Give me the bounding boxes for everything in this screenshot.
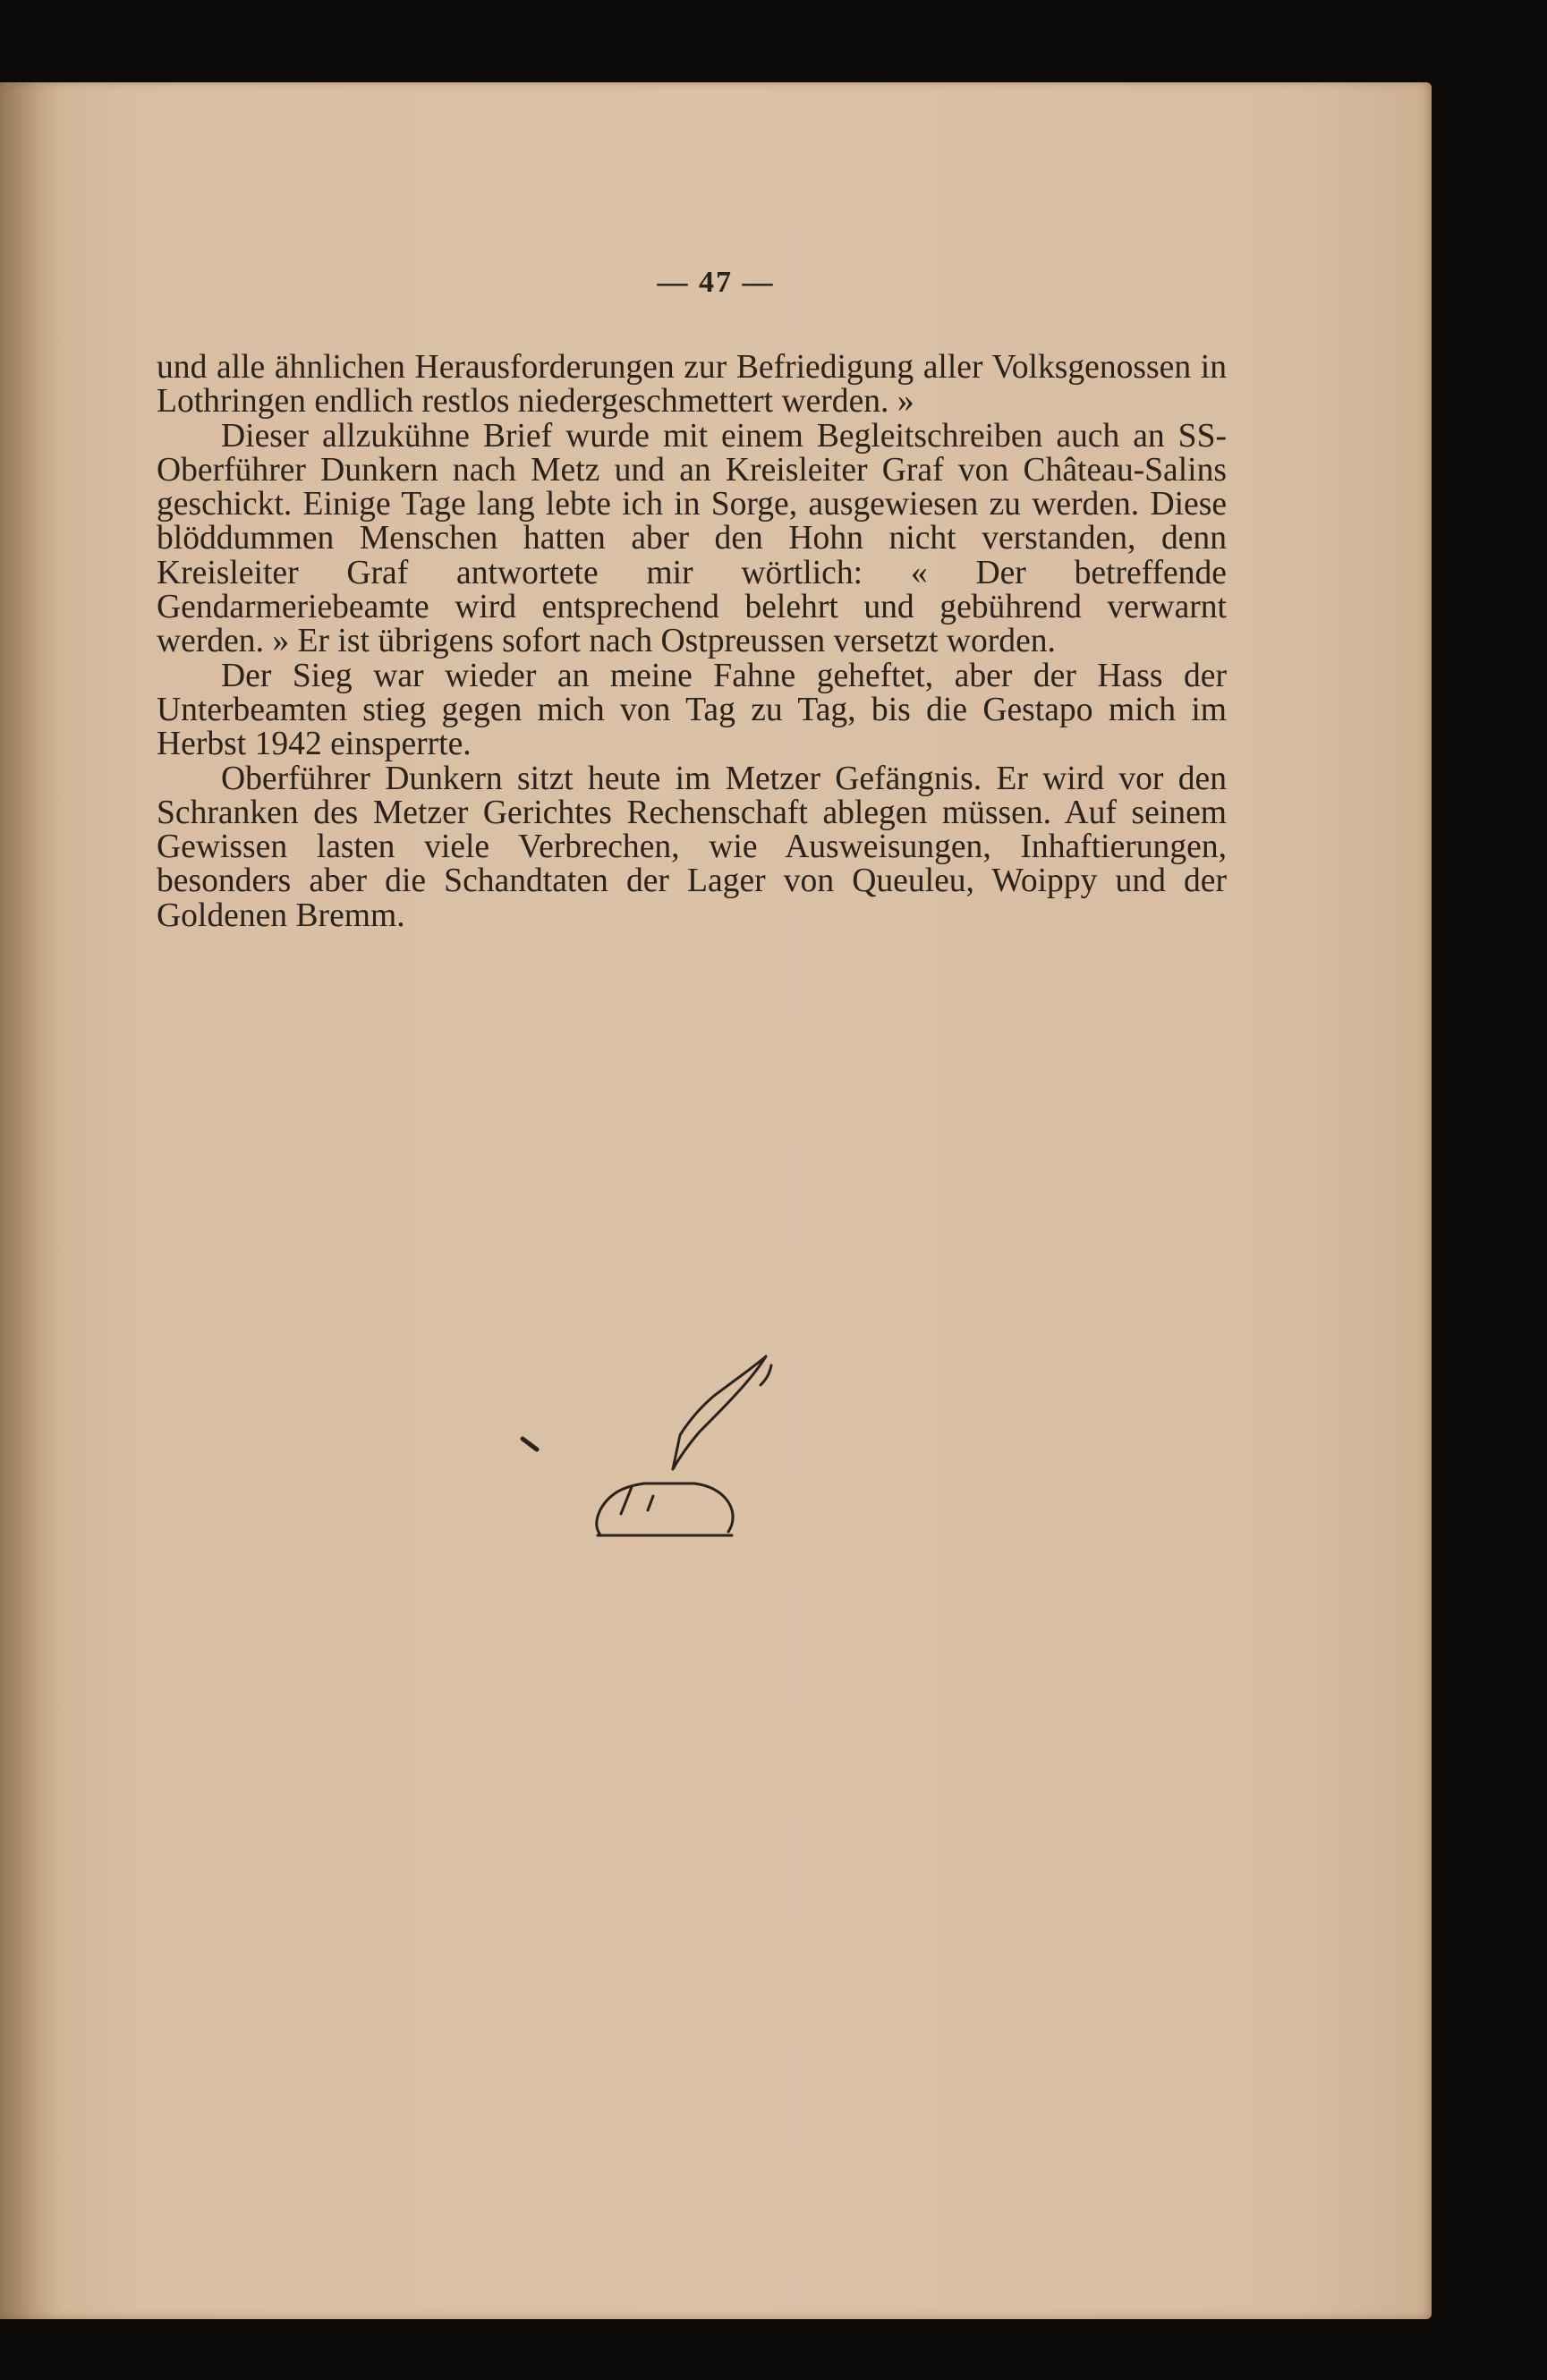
paragraph-2: Dieser allzukühne Brief wurde mit einem Begleitschreiben auch an SS-Oberführer Dunkern nach Metz und an Kreisleiter Graf von Château-Salins geschickt. Einige Tage lang lebte ich in Sorge, ausgewiesen zu werden. Diese blöddummen Menschen hatten aber den Hohn nicht verstanden, denn Kreisleiter Graf antwortete mir wörtlich: « Der betreffende Gendarmeriebeamte wird entsprechend belehrt und gebührend verwarnt werden. » Er ist übrigens sofort nach Ostpreussen versetzt worden. bbox=[157, 417, 1227, 660]
page-number: — 47 — bbox=[657, 266, 775, 299]
book-page bbox=[0, 82, 1432, 2319]
paragraph-1: und alle ähnlichen Herausforderungen zur Befriedigung aller Volksgenossen in Lothringen endlich restlos niedergeschmettert werden. » bbox=[157, 349, 1227, 421]
paragraph-4: Oberführer Dunkern sitzt heute im Metzer Gefängnis. Er wird vor den Schranken des Metzer Gerichtes Rechenschaft ablegen müssen. Auf seinem Gewissen lasten viele Verbrechen, wie Ausweisungen, Inhaftierungen, besonders aber die Schandtaten der Lager von Queuleu, Woippy und der Goldenen Bremm. bbox=[157, 760, 1227, 934]
spine-shadow bbox=[0, 82, 63, 2319]
body-text bbox=[157, 351, 1227, 933]
inkwell-with-quill-icon bbox=[510, 1335, 796, 1568]
paragraph-3: Der Sieg war wieder an meine Fahne geheftet, aber der Hass der Unterbeamten stieg gegen mich von Tag zu Tag, bis die Gestapo mich im Herbst 1942 einsperrte. bbox=[157, 657, 1227, 763]
